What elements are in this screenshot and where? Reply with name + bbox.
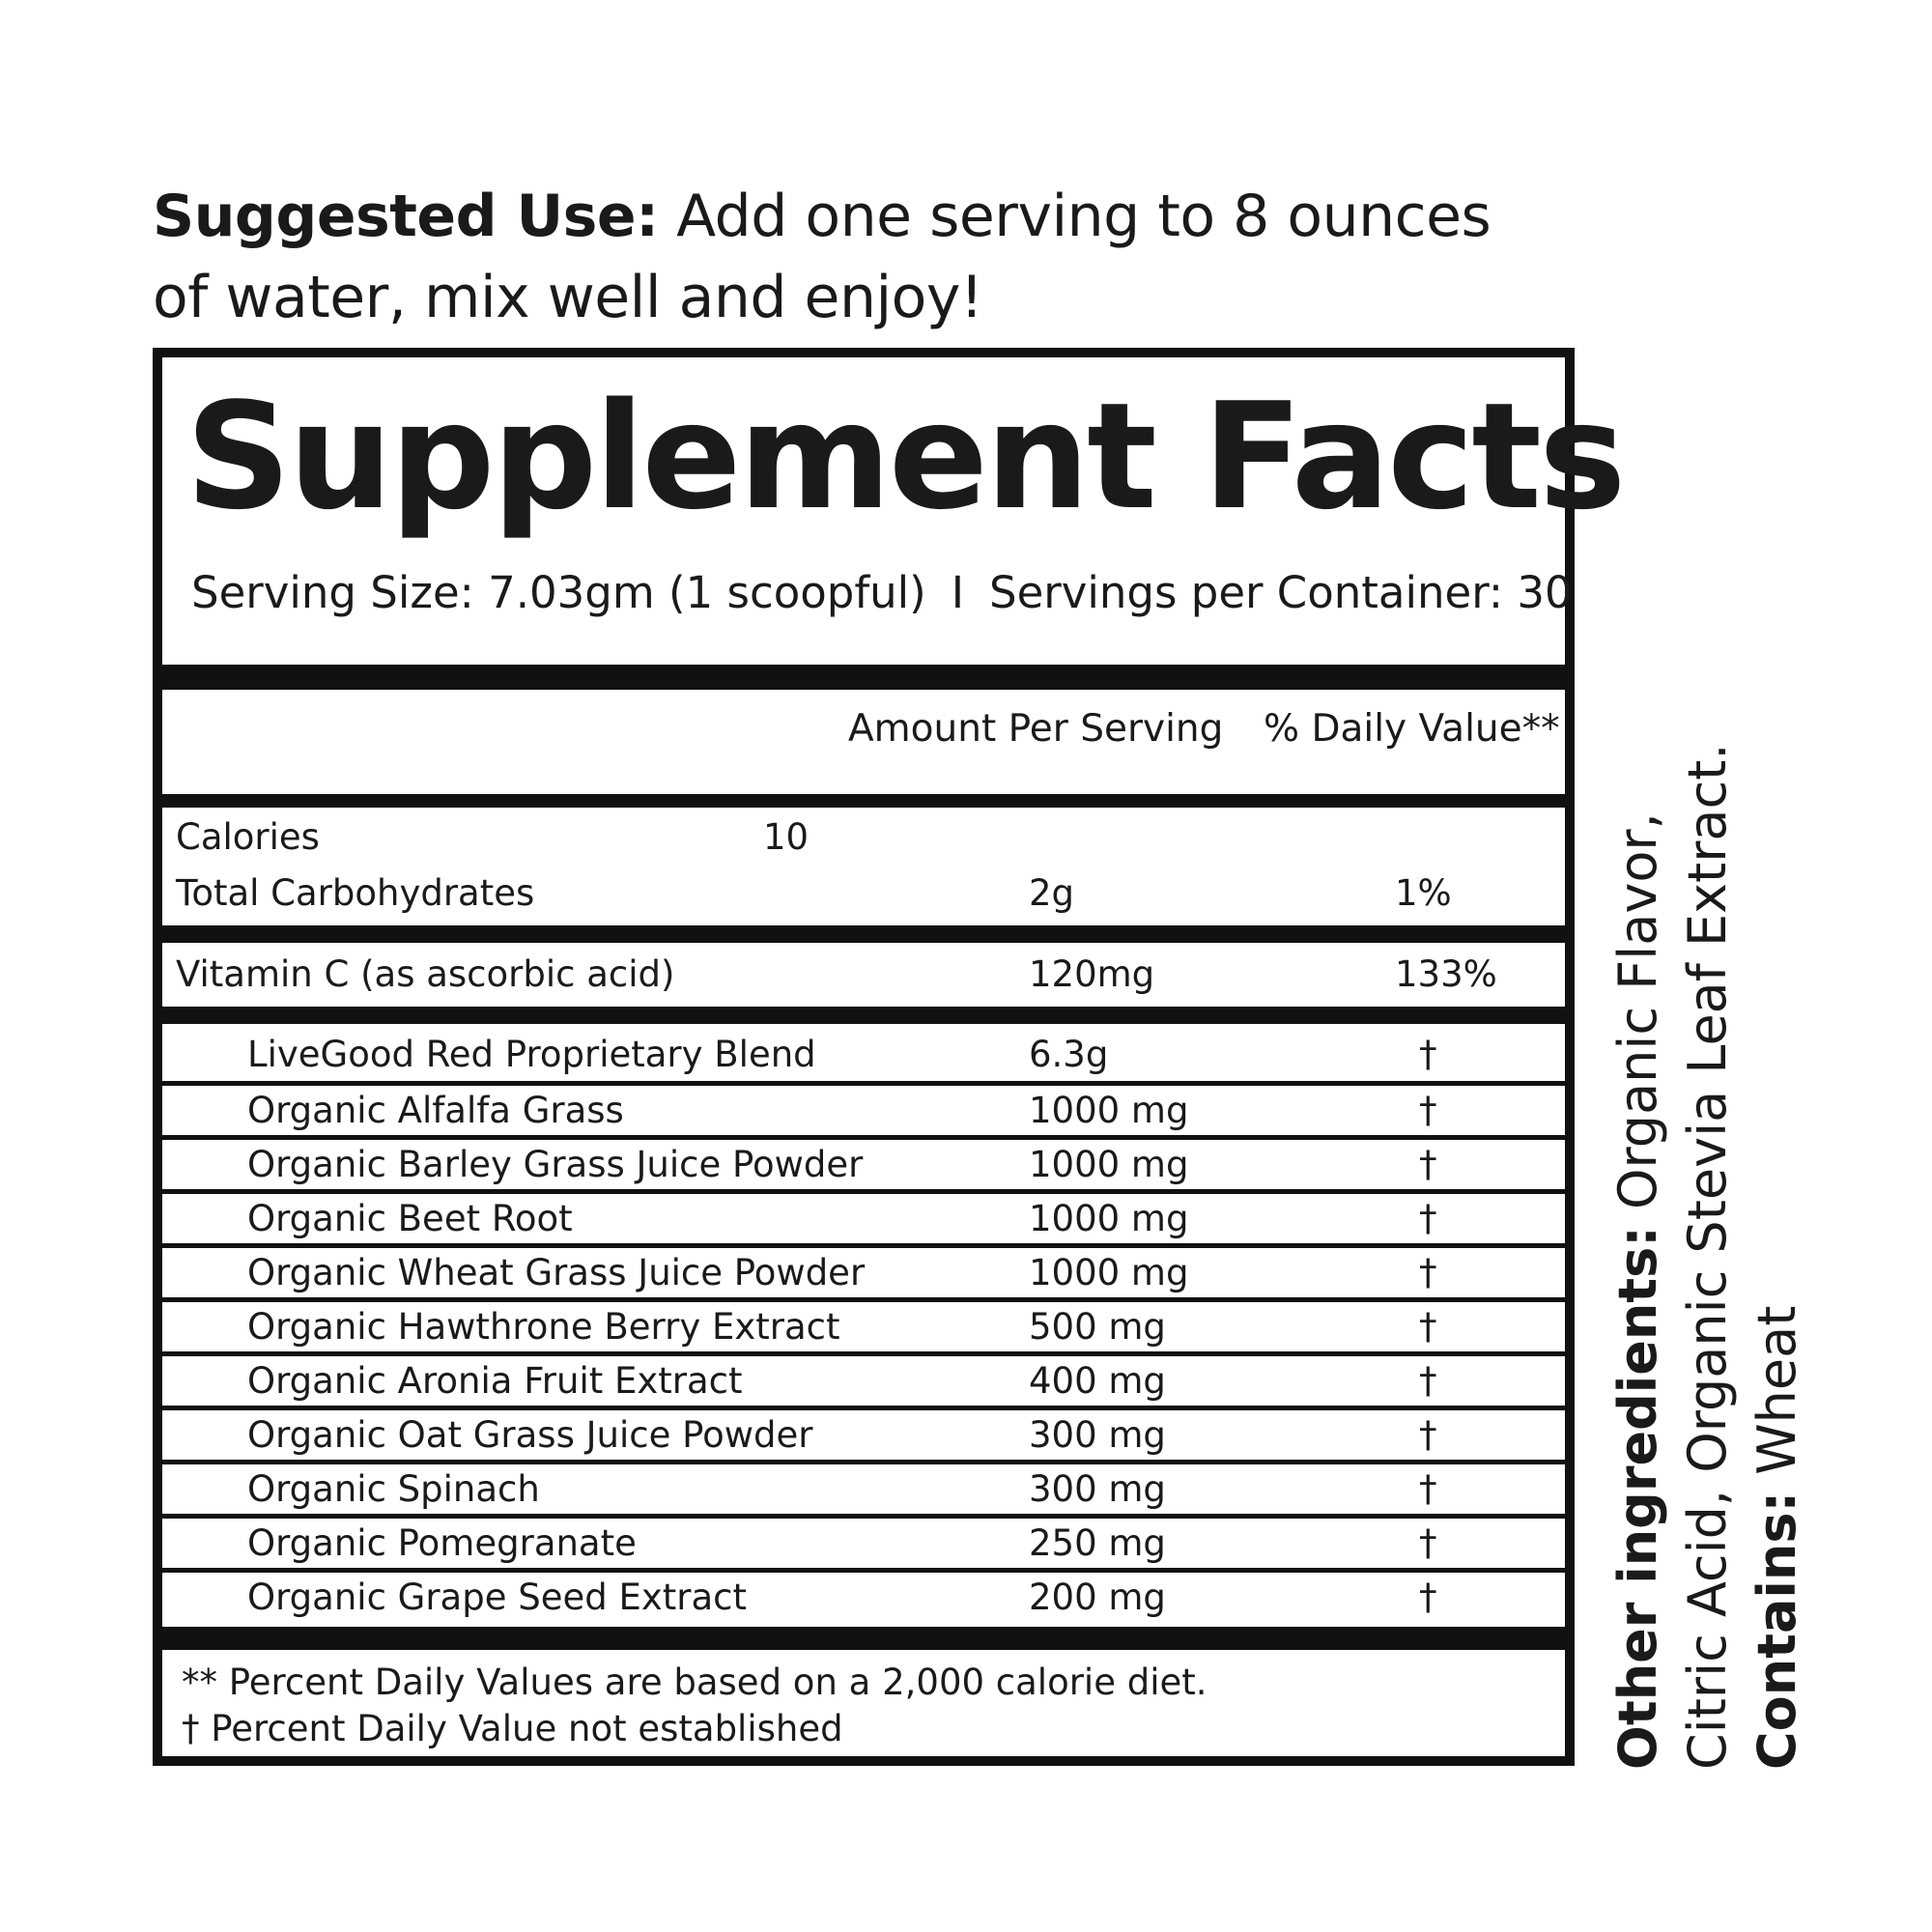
ingredient-amount: 300 mg bbox=[1029, 1414, 1166, 1456]
vitamin-c-label: Vitamin C (as ascorbic acid) bbox=[176, 953, 675, 995]
ingredient-dv: † bbox=[1419, 1144, 1437, 1185]
other-ingredients-panel bbox=[1604, 678, 1812, 1770]
list-item bbox=[162, 1140, 1565, 1189]
ingredient-dv: † bbox=[1419, 1522, 1437, 1564]
ingredient-amount: 1000 mg bbox=[1029, 1252, 1189, 1293]
serving-size: Serving Size: 7.03gm (1 scoopful) bbox=[191, 567, 926, 618]
calories-row bbox=[162, 810, 1565, 866]
ingredient-amount: 1000 mg bbox=[1029, 1090, 1189, 1131]
vitamin-c-dv: 133% bbox=[1395, 953, 1497, 995]
ingredient-name: Organic Wheat Grass Juice Powder bbox=[247, 1252, 866, 1293]
list-item bbox=[162, 1410, 1565, 1460]
ingredient-amount: 1000 mg bbox=[1029, 1144, 1189, 1185]
vitamin-divider bbox=[162, 1007, 1565, 1024]
serving-divider: I bbox=[951, 567, 965, 618]
contains-text: Wheat bbox=[1747, 1305, 1807, 1492]
list-item bbox=[162, 1194, 1565, 1243]
list-item bbox=[162, 1302, 1565, 1351]
ingredient-dv: † bbox=[1419, 1360, 1437, 1402]
ingredient-name: Organic Pomegranate bbox=[247, 1522, 637, 1564]
footnote-not-established: † Percent Daily Value not established bbox=[182, 1708, 843, 1749]
ingredient-dv: † bbox=[1419, 1252, 1437, 1293]
carbs-divider bbox=[162, 925, 1565, 943]
list-item bbox=[162, 1028, 1565, 1081]
suggested-use-text: Add one serving to 8 ounces of water, mix well and enjoy! bbox=[153, 183, 1492, 331]
list-item bbox=[162, 1356, 1565, 1406]
ingredient-name: Organic Spinach bbox=[247, 1468, 540, 1510]
contains bbox=[1743, 678, 1812, 1770]
thick-divider bbox=[162, 665, 1565, 690]
other-ingredients-text: Organic Flavor, Citric Acid, Organic Stevia Leaf Extract. bbox=[1607, 743, 1738, 1770]
ingredient-amount: 6.3g bbox=[1029, 1034, 1109, 1075]
ingredient-amount: 200 mg bbox=[1029, 1577, 1166, 1618]
list-item bbox=[162, 1519, 1565, 1568]
ingredient-amount: 1000 mg bbox=[1029, 1198, 1189, 1239]
carbohydrates-label: Total Carbohydrates bbox=[176, 872, 535, 914]
ingredient-name: Organic Aronia Fruit Extract bbox=[247, 1360, 743, 1402]
list-item bbox=[162, 1573, 1565, 1622]
ingredient-dv: † bbox=[1419, 1468, 1437, 1510]
vitamin-c-amount: 120mg bbox=[1029, 953, 1155, 995]
ingredient-name: Organic Barley Grass Juice Powder bbox=[247, 1144, 864, 1185]
carbohydrates-dv: 1% bbox=[1395, 872, 1452, 914]
list-item bbox=[162, 1248, 1565, 1297]
ingredient-dv: † bbox=[1419, 1577, 1437, 1618]
amount-per-serving-header: Amount Per Serving bbox=[848, 707, 1224, 751]
ingredient-name: Organic Alfalfa Grass bbox=[247, 1090, 624, 1131]
other-ingredients bbox=[1604, 678, 1743, 1770]
list-item bbox=[162, 1086, 1565, 1135]
ingredient-name: Organic Oat Grass Juice Powder bbox=[247, 1414, 813, 1456]
supplement-facts-panel bbox=[153, 348, 1624, 1766]
vitamin-c-row bbox=[162, 945, 1565, 1005]
footnote-daily-values: ** Percent Daily Values are based on a 2,000 calorie diet. bbox=[182, 1662, 1208, 1703]
ingredient-amount: 400 mg bbox=[1029, 1360, 1166, 1402]
calories-label: Calories bbox=[176, 816, 320, 858]
contains-label: Contains: bbox=[1747, 1491, 1807, 1770]
ingredient-name: Organic Hawthrone Berry Extract bbox=[247, 1306, 840, 1348]
carbohydrates-amount: 2g bbox=[1029, 872, 1075, 914]
ingredient-dv: † bbox=[1419, 1414, 1437, 1456]
ingredient-name: Organic Beet Root bbox=[247, 1198, 573, 1239]
header-divider bbox=[162, 794, 1565, 808]
suggested-use bbox=[153, 176, 1505, 338]
facts-title: Supplement Facts bbox=[185, 371, 1624, 542]
serving-info bbox=[191, 564, 1573, 622]
ingredient-amount: 250 mg bbox=[1029, 1522, 1166, 1564]
ingredient-name: LiveGood Red Proprietary Blend bbox=[247, 1034, 816, 1075]
ingredient-dv: † bbox=[1419, 1034, 1437, 1075]
ingredient-dv: † bbox=[1419, 1306, 1437, 1348]
ingredient-amount: 500 mg bbox=[1029, 1306, 1166, 1348]
ingredient-dv: † bbox=[1419, 1198, 1437, 1239]
list-item bbox=[162, 1464, 1565, 1514]
footnote-divider bbox=[162, 1627, 1565, 1650]
ingredient-dv: † bbox=[1419, 1090, 1437, 1131]
calories-value: 10 bbox=[763, 816, 810, 858]
other-ingredients-label: Other ingredients: bbox=[1607, 1226, 1668, 1770]
ingredient-name: Organic Grape Seed Extract bbox=[247, 1577, 748, 1618]
ingredient-amount: 300 mg bbox=[1029, 1468, 1166, 1510]
servings-per-container: Servings per Container: 30 bbox=[989, 567, 1573, 618]
carbohydrates-row bbox=[162, 866, 1565, 922]
daily-value-header: % Daily Value** bbox=[1264, 707, 1560, 751]
suggested-use-label: Suggested Use: bbox=[153, 183, 659, 250]
